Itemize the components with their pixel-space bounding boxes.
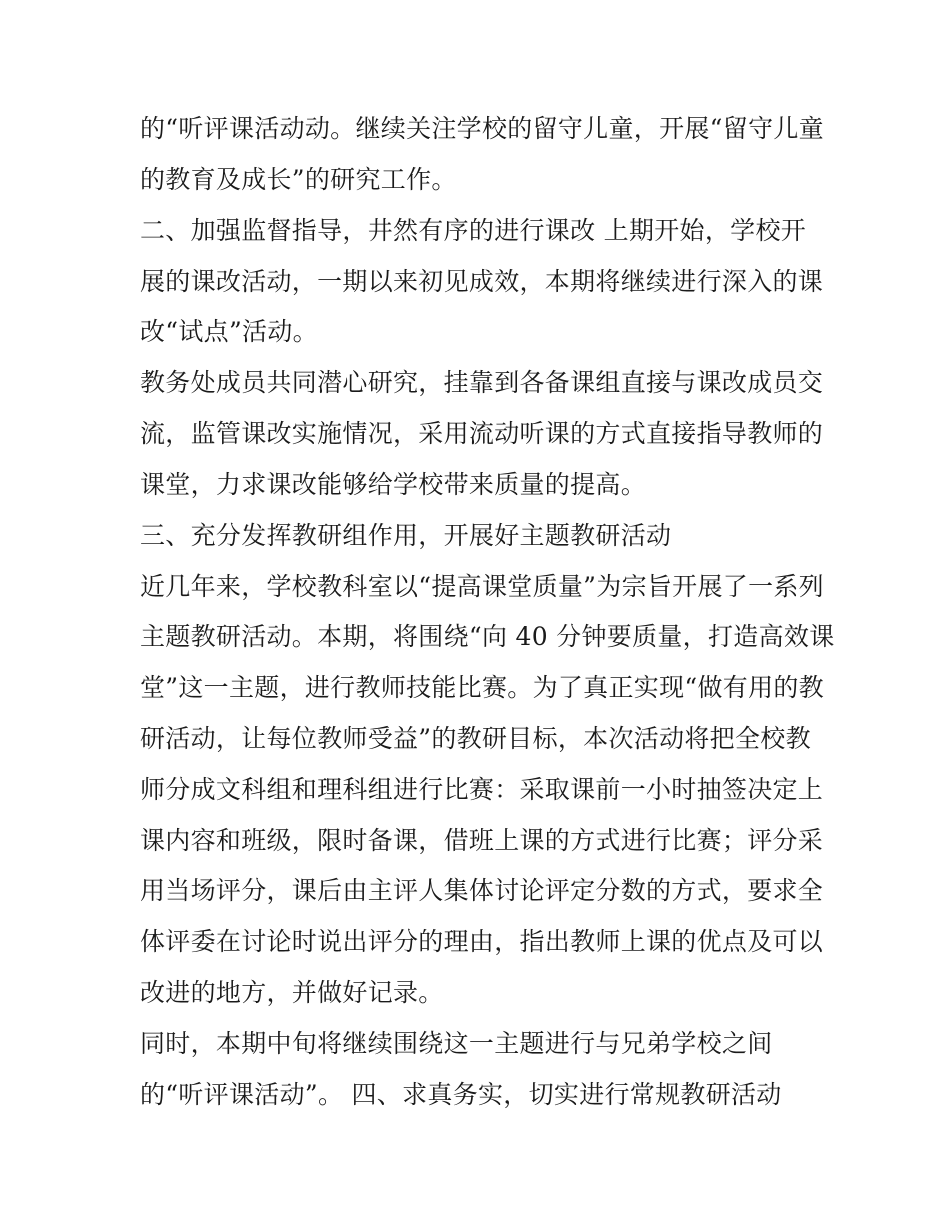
text-line: 课堂，力求课改能够给学校带来质量的提高。: [140, 470, 647, 499]
text-line: 的“听评课活动”。 四、求真务实，切实进行常规教研活动: [140, 1080, 782, 1109]
text-line: 流，监管课改实施情况，采用流动听课的方式直接指导教师的: [140, 419, 824, 448]
text-line: 研活动，让每位教师受益”的教研目标，本次活动将把全校教: [140, 724, 811, 753]
text-line: 教务处成员共同潜心研究，挂靠到各备课组直接与课改成员交: [140, 368, 824, 397]
section-heading-three: 三、充分发挥教研组作用，开展好主题教研活动: [140, 521, 672, 550]
text-line: 课内容和班级，限时备课，借班上课的方式进行比赛；评分采: [140, 826, 824, 855]
text-line: 的教育及成长”的研究工作。: [140, 165, 457, 194]
text-line: 主题教研活动。本期，将围绕“向 40 分钟要质量，打造高效课: [140, 622, 835, 651]
text-line: 师分成文科组和理科组进行比赛：采取课前一小时抽签决定上: [140, 775, 824, 804]
text-line: 近几年来，学校教科室以“提高课堂质量”为宗旨开展了一系列: [140, 572, 824, 601]
text-line: 改进的地方，并做好记录。: [140, 978, 444, 1007]
text-line: 的“听评课活动动。继续关注学校的留守儿童，开展“留守儿童: [140, 114, 824, 143]
text-line: 用当场评分，课后由主评人集体讨论评定分数的方式，要求全: [140, 876, 824, 905]
text-line: 堂”这一主题，进行教师技能比赛。为了真正实现“做有用的教: [140, 673, 824, 702]
text-line: 同时，本期中旬将继续围绕这一主题进行与兄弟学校之间: [140, 1029, 773, 1058]
text-line: 体评委在讨论时说出评分的理由，指出教师上课的优点及可以: [140, 927, 824, 956]
text-line: 二、加强监督指导，井然有序的进行课改 上期开始，学校开: [140, 216, 807, 245]
text-line: 展的课改活动，一期以来初见成效，本期将继续进行深入的课: [140, 267, 824, 296]
text-line: 改“试点”活动。: [140, 317, 318, 346]
